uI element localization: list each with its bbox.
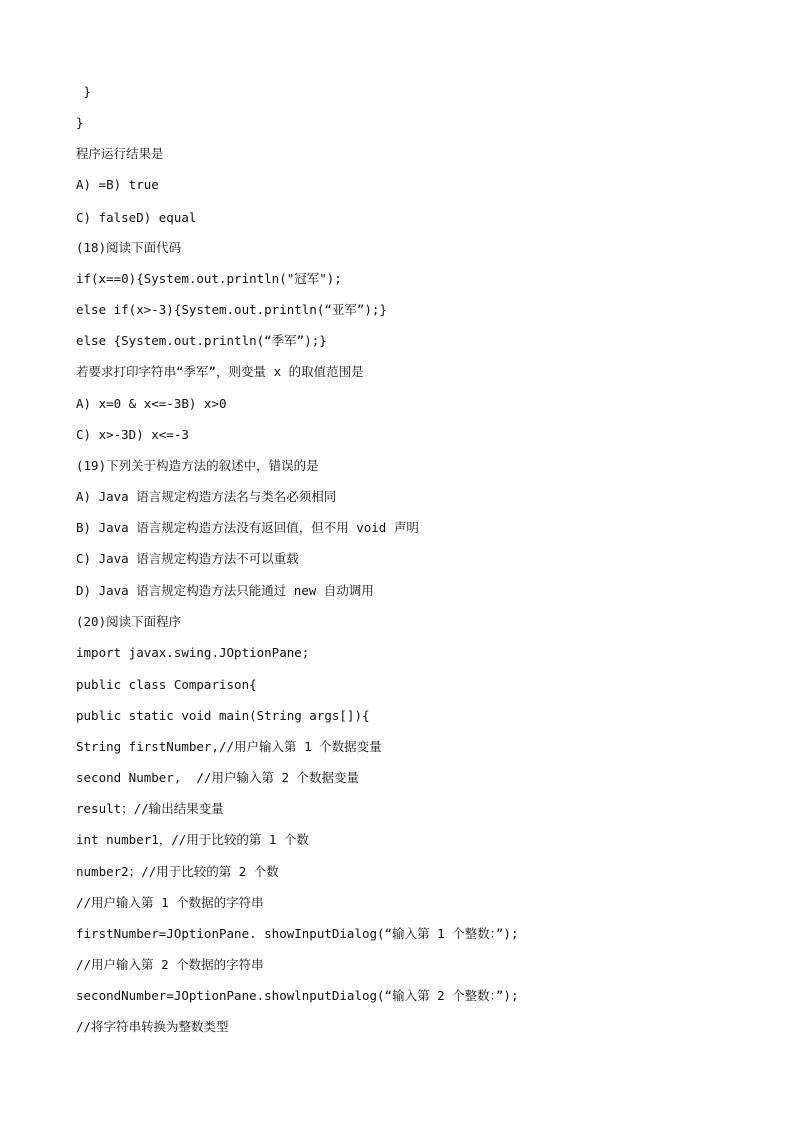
code-line: int number1，//用于比较的第 1 个数 xyxy=(76,832,309,847)
code-comment: //用户输入第 2 个数据的字符串 xyxy=(76,957,264,972)
code-line: } xyxy=(76,115,84,130)
question-text: 程序运行结果是 xyxy=(76,146,164,161)
code-line: public static void main(String args[]){ xyxy=(76,708,370,723)
question-heading: (20)阅读下面程序 xyxy=(76,614,182,629)
question-heading: (19)下列关于构造方法的叙述中，错误的是 xyxy=(76,458,319,473)
answer-option: C) falseD) equal xyxy=(76,210,197,225)
answer-option: A) Java 语言规定构造方法名与类名必须相同 xyxy=(76,489,337,504)
code-line: public class Comparison{ xyxy=(76,677,257,692)
code-comment: //将字符串转换为整数类型 xyxy=(76,1019,229,1034)
answer-option: A) x=0 & x<=-3B) x>0 xyxy=(76,396,227,411)
code-line: number2；//用于比较的第 2 个数 xyxy=(76,864,279,879)
code-line: secondNumber=JOptionPane.showlnputDialog(“输入第 2 个整数：”); xyxy=(76,988,519,1003)
answer-option: D) Java 语言规定构造方法只能通过 new 自动调用 xyxy=(76,583,374,598)
answer-option: A) =B) true xyxy=(76,177,159,192)
code-line: } xyxy=(76,84,92,99)
code-comment: //用户输入第 1 个数据的字符串 xyxy=(76,895,264,910)
answer-option: C) Java 语言规定构造方法不可以重载 xyxy=(76,551,299,566)
code-line: second Number, //用户输入第 2 个数据变量 xyxy=(76,770,360,785)
answer-option: C) x>-3D) x<=-3 xyxy=(76,427,189,442)
code-line: else {System.out.println(“季军”);} xyxy=(76,333,327,348)
code-line: if(x==0){System.out.println("冠军"); xyxy=(76,271,342,286)
answer-option: B) Java 语言规定构造方法没有返回值，但不用 void 声明 xyxy=(76,520,419,535)
code-line: import javax.swing.JOptionPane; xyxy=(76,645,310,660)
question-heading: (18)阅读下面代码 xyxy=(76,240,182,255)
code-line: result；//输出结果变量 xyxy=(76,801,224,816)
question-text: 若要求打印字符串“季军”，则变量 x 的取值范围是 xyxy=(76,364,364,379)
code-line: firstNumber=JOptionPane. showInputDialog(“输入第 1 个整数：”); xyxy=(76,926,519,941)
code-line: String firstNumber,//用户输入第 1 个数据变量 xyxy=(76,739,382,754)
code-line: else if(x>-3){System.out.println(“亚军”);} xyxy=(76,302,387,317)
